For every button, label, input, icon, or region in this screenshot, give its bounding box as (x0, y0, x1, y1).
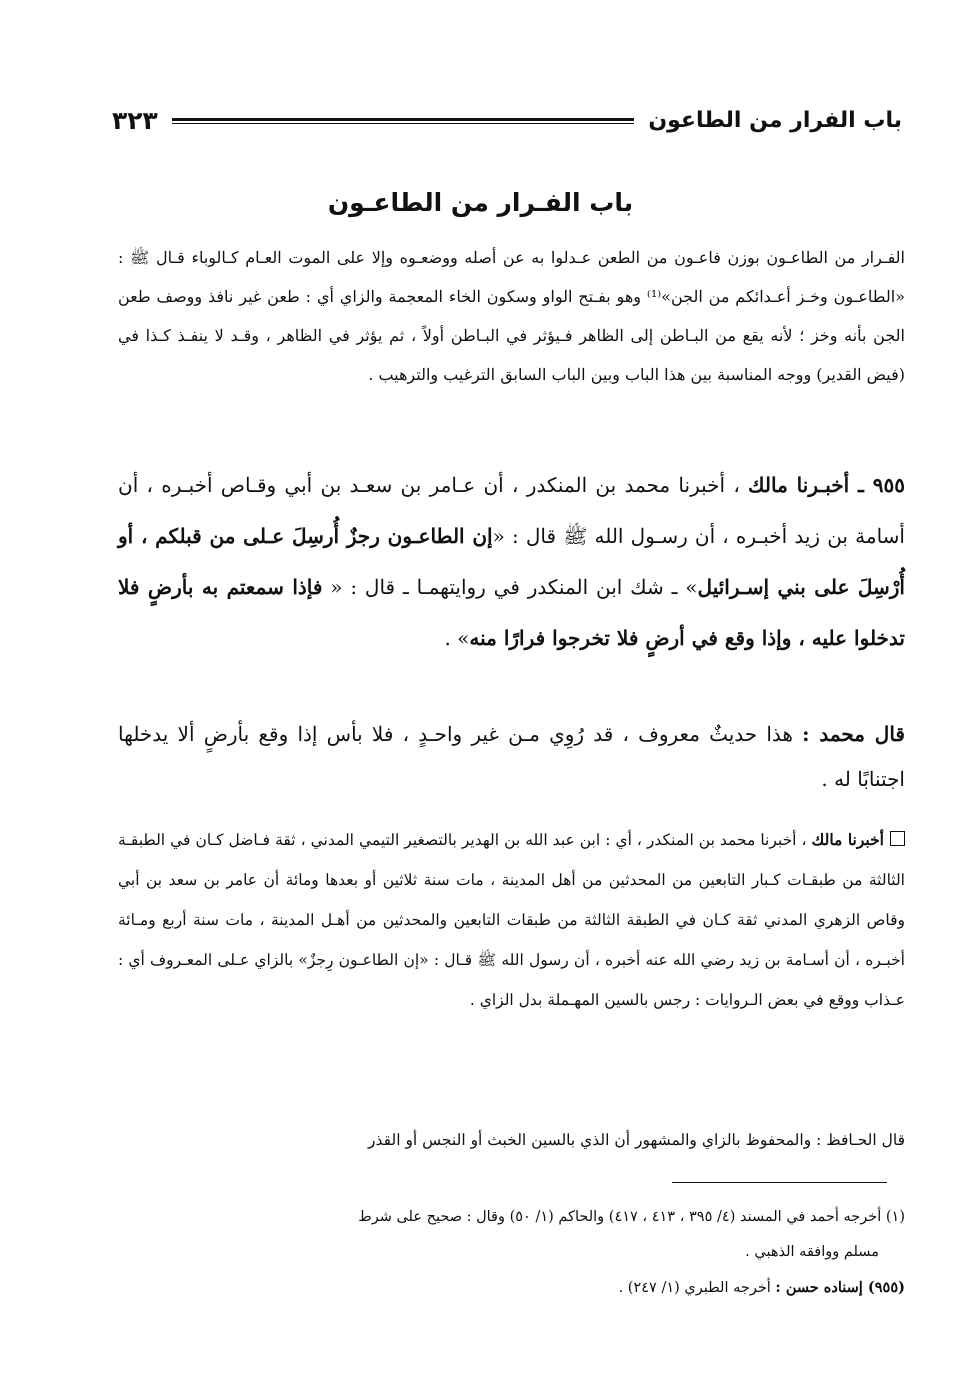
header-rule (172, 118, 635, 124)
commentary-lead: أخبرنا مالك (811, 830, 884, 849)
chapter-title: باب الفـرار من الطاعـون (327, 188, 634, 217)
intro-paragraph: الفـرار من الطاعـون بوزن فاعـون من الطعن عـدلوا به عن أصله ووضعـوه وإلا على الموت العـام كـالوباء قـال ﷺ : «الطاعـون وخـز أعـدائكم من الجن»⁽¹⁾ وهو بفـتح الواو وسكون الخاء المعجمة والزاي أي : طعن غير نافذ ووصف طعن الجن بأنه وخز ؛ لأنه يقع من البـاطن إلى الظاهر فـيؤثر في البـاطن أولاً ، ثم يؤثر في الظاهر ، وقـد لا ينفـذ كـذا في (فيض القدير) ووجه المناسبة بين هذا الباب وبين الباب السابق الترغيب والترهيب . (118, 248, 906, 384)
imam-muhammad-comment (118, 712, 905, 802)
hadith-number-lead: ٩٥٥ ـ أخبـرنا مالك (748, 473, 906, 497)
running-title: باب الفرار من الطاعون (648, 107, 902, 133)
commentary-paragraph (118, 820, 905, 1020)
footnote-955-lead: (٩٥٥) إسناده حسن : (775, 1279, 905, 1296)
final-paragraph: قال الحـافظ : والمحفوظ بالزاي والمشهور أن الذي بالسين الخبث أو النجس أو القذر (368, 1131, 905, 1149)
commentary-text: ، أخبرنا محمد بن المنكدر ، أي : ابن عبد الله بن الهدير بالتصغير التيمي المدني ، ثقة فـاضل كـان في الطبقـة الثالثة من طبقـات كـبار التابعين من المحدثين من أهل المدينة ، مات سنة ثلاثين أو بعدها ومائة أن عامر بن سعد بن أبي وقاص الزهري المدني ثقة كـان في الطبقة الثالثة من طبقات التابعين والمحدثين من أهـل المدينة ، مات سنة أربع ومـائة أخبـره ، أن أسـامة بن زيد رضي الله عنه أخبره ، أن رسول الله ﷺ قـال : «إن الطاعـون رِجزٌ» بالزاي عـلى المعـروف أي : عـذاب ووقع في بعض الـروايات : رجس بالسين المهـملة بدل الزاي . (118, 831, 905, 1009)
footnote-1-line-1: (١) أخرجه أحمد في المسند (٤/ ٣٩٥ ، ٤١٣ ، ٤١٧) والحاكم (١/ ٥٠) وقال : صحيح على شرط (358, 1209, 905, 1225)
footnote-955-text: أخرجه الطبري (١/ ٢٤٧) . (618, 1280, 776, 1296)
footnotes (118, 1200, 905, 1306)
hadith-text-2: » ـ شك ابن المنكدر في روايتهمـا ـ قال : « (322, 575, 698, 599)
hadith-text-3: » . (444, 626, 470, 650)
hadith-text-1: ، أخبرنا محمد بن المنكدر ، أن عـامر بن سعـد بن أبي وقـاص أخبـره ، أن أسامة بن زيد أخبـره ، أن رسـول الله ﷺ قال : « (118, 473, 905, 548)
running-header (112, 100, 902, 140)
footnote-1-line-2: مسلم ووافقه الذهبي . (745, 1244, 879, 1260)
footnote-955 (118, 1270, 905, 1306)
comment-lead: قال محمد : (802, 722, 905, 746)
hadith-quote-2: فإذا سمعتم به بأرضٍ فلا تدخلوا عليه ، وإذا وقع في أرضٍ فلا تخرجوا فرارًا منه (118, 575, 905, 650)
footnote-separator (672, 1182, 887, 1183)
square-box-icon (890, 831, 905, 846)
hadith-955 (118, 460, 905, 664)
comment-text: هذا حديثٌ معروف ، قد رُوِي مـن غير واحـدٍ ، فلا بأس إذا وقع بأرضٍ ألا يدخلها اجتنابًا له . (118, 722, 905, 791)
page-number: ٣٢٣ (112, 105, 158, 135)
hadith-quote-1: إن الطاعـون رجزٌ أُرسِلَ عـلى من قبلكم ، أو أُرْسِلَ على بني إسـرائيل (118, 524, 905, 599)
